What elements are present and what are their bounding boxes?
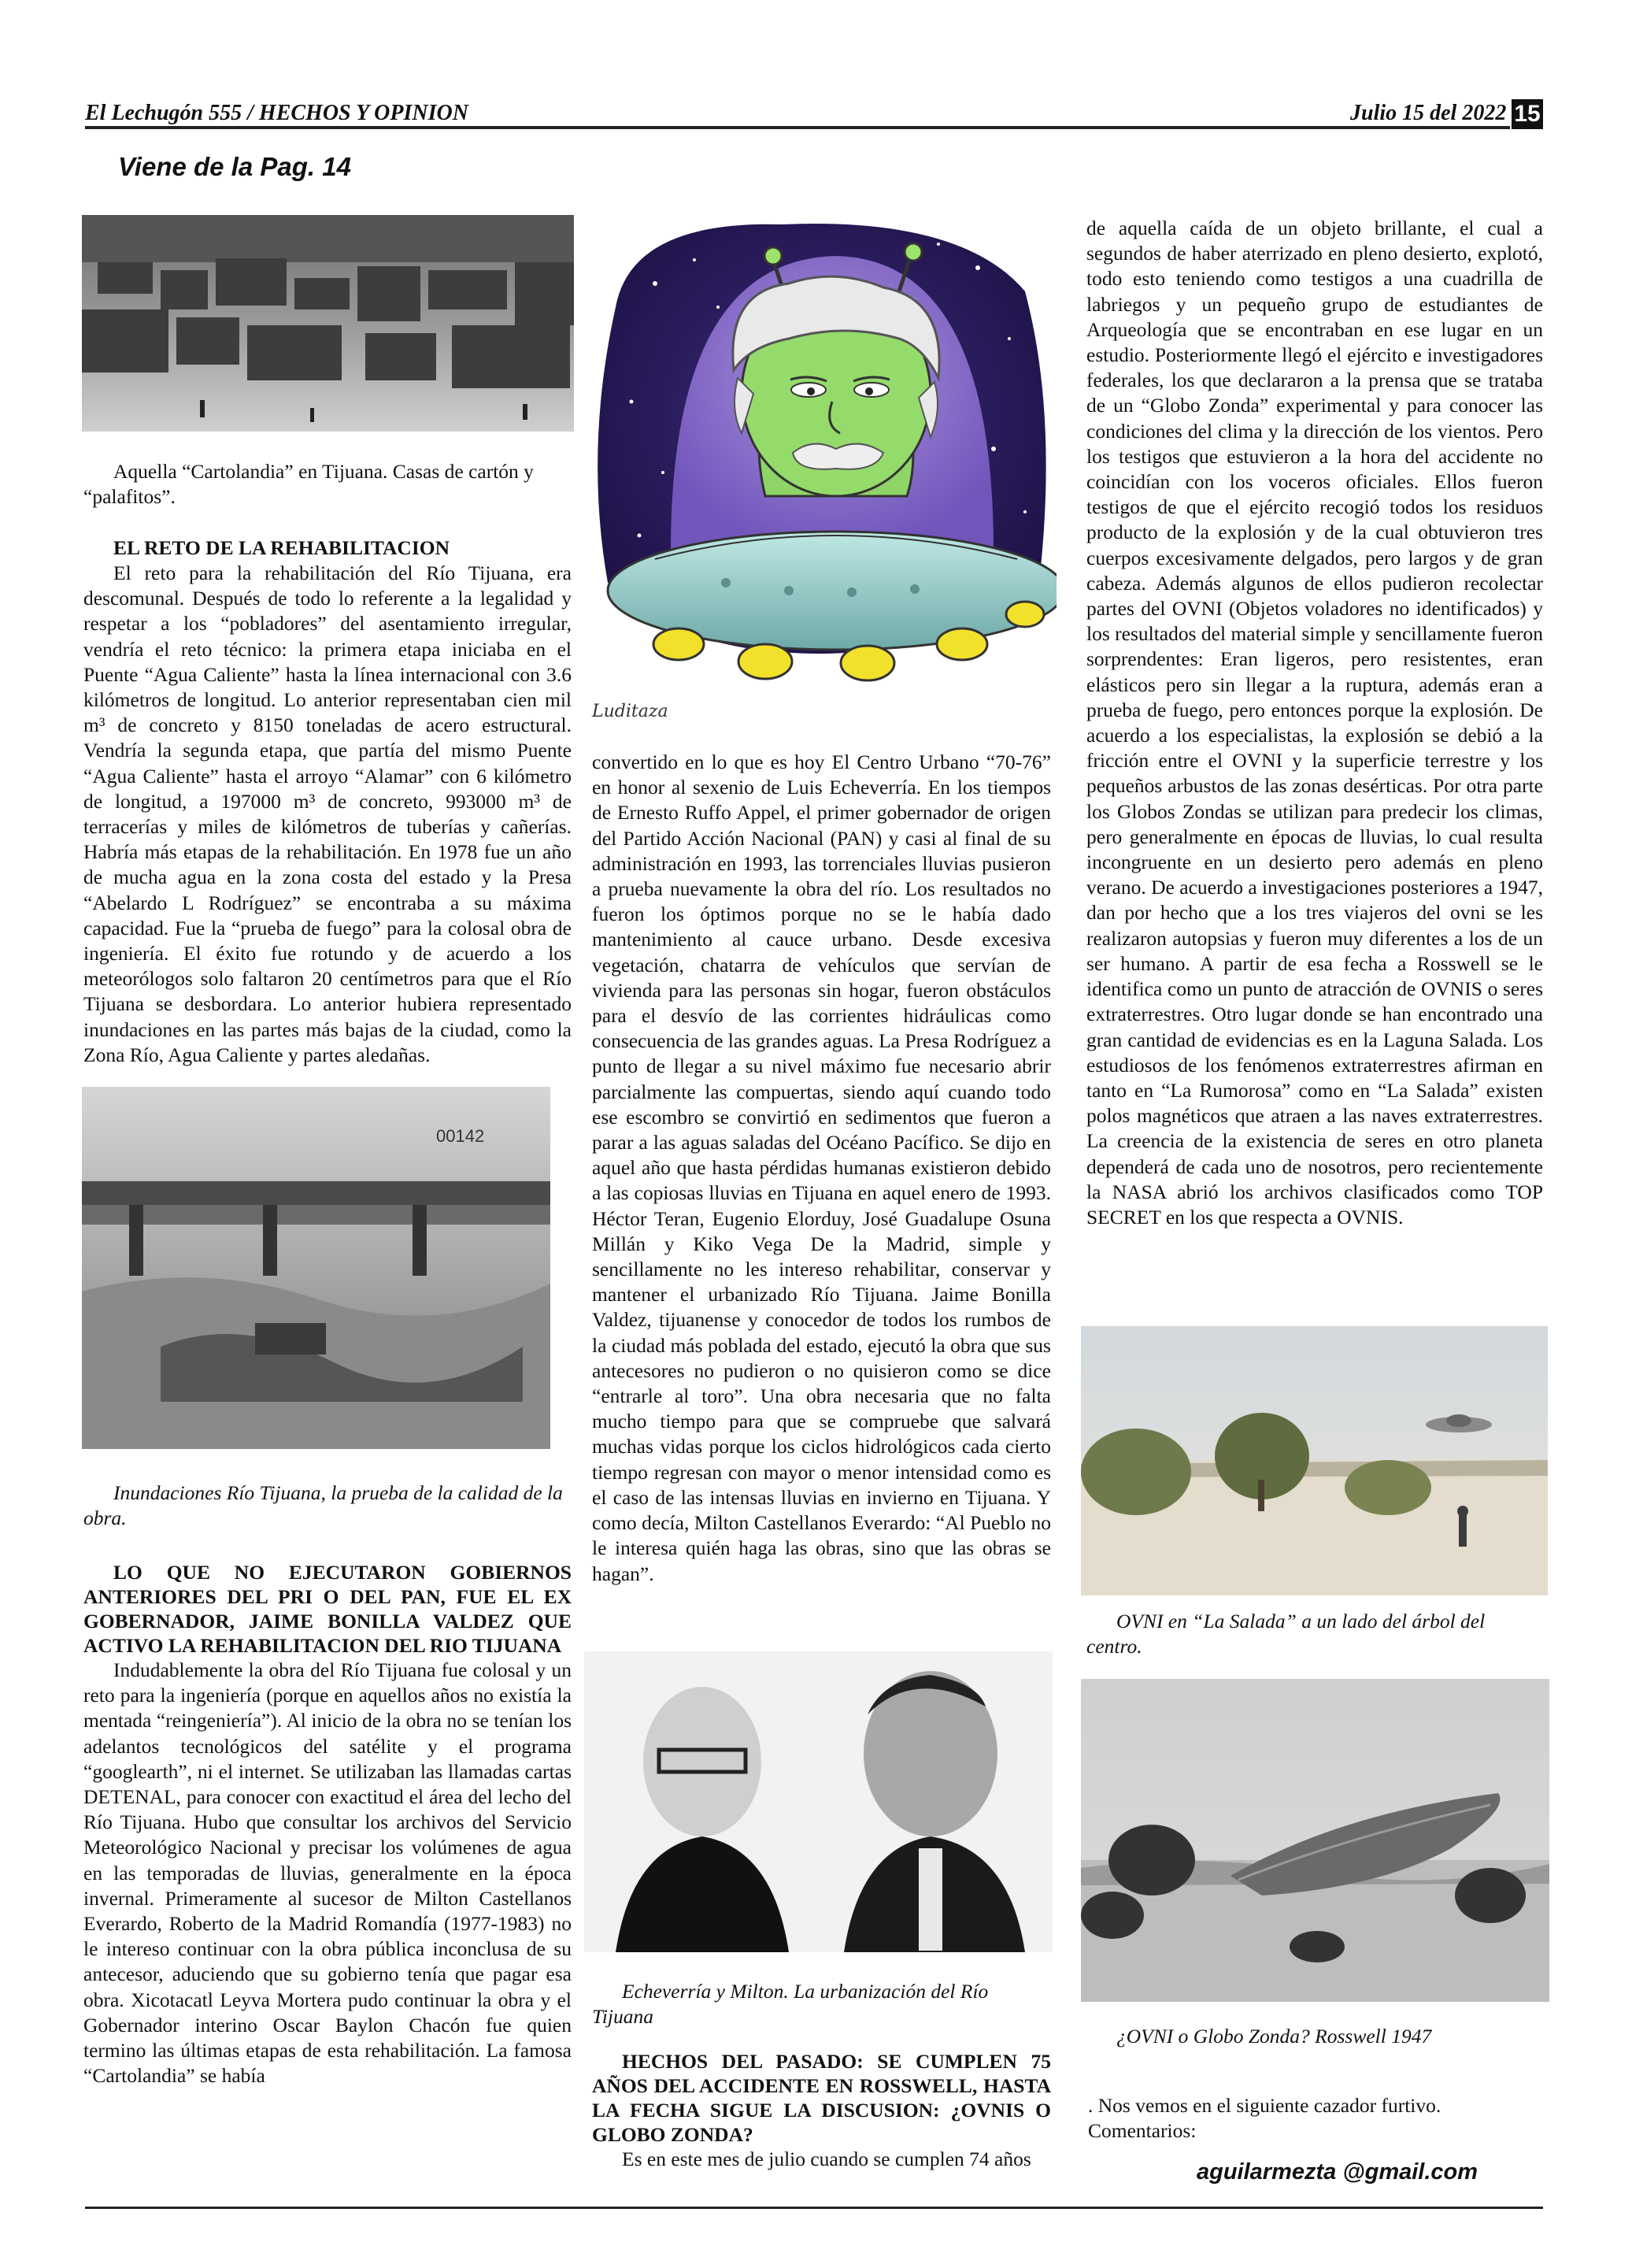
photo-flood bbox=[82, 1087, 550, 1449]
bridge-sign-number: 00142 bbox=[436, 1126, 485, 1146]
headline-rosswell: HECHOS DEL PASADO: SE CUMPLEN 75 AÑOS DEL ACCIDENTE EN ROSSWELL, HASTA LA FECHA SIGUE LA DISCUSION: ¿OVNIS O GLOBO ZONDA? bbox=[592, 2050, 1051, 2146]
column-1-top bbox=[83, 536, 572, 1068]
subhead-reto: EL RETO DE LA REHABILITACION bbox=[113, 536, 450, 559]
cartoon-alien-ufo bbox=[584, 213, 1057, 740]
column-2-top bbox=[592, 750, 1051, 1587]
paragraph-rosswell-cont: de aquella caída de un objeto brillante, el cual a segundos de haber aterrizado en pleno desierto, explotó, todo esto teniendo como testigos a una cuadrilla de labriegos y un pequeño grupo de estudiantes de Arqueología que se encontraban en ese lugar en un estudio. Posteriormente llegó el ejército e investigadores federales, los que declararon a la prensa que se trataba de un “Globo Zonda” experimental y para conocer las condiciones del clima y la dirección de los vientos. Pero los testigos que estuvieron a la hora del accidente no coincidían con los voceros oficiales. Ellos fueron testigos de que el ejército recogió todos los residuos producto de la explosión y de la cual obtuvieron tres cuerpos excesivamente delgados, pero largos y de gran cabeza. Además algunos de ellos pudieron recolectar partes del OVNI (Objetos voladores no identificados) y los resultados del material simple y sencillamente fueron sorprendentes: Eran ligeros, pero resistentes, eran elásticos pero sin llegar a la ruptura, además eran a prueba de fuego, pero entonces porque la explosión. De acuerdo a los especialistas, la explosión se debió a la fricción entre el OVNI y la superficie terrestre y los pequeños arbustos de las zonas desérticas. Por otra parte los Globos Zondas se utilizan para predecir los climas, pero generalmente en épocas de lluvias, lo cual resulta incongruente en un desierto pero además en pleno verano. De acuerdo a investigaciones posteriores a 1947, dan por hecho que a los tres viajeros del ovni se les realizaron autopsias y fueron muy diferentes a los de un ser humano. A partir de esa fecha a Rosswell se le identifica como un punto de atracción de OVNIS o seres extraterrestres. Otro lugar donde se han encontrado una gran cantidad de evidencias es en la Laguna Salada. Los estudiosos de los fenómenos extraterrestres afirman en tanto en “La Rumorosa” como en “La Salada” existen polos magnéticos que atraen a las naves extraterrestres. La creencia de la existencia de seres en otro planeta dependerá de cada uno de nosotros, pero recientemente la NASA abrió los archivos clasificados como TOP SECRET en los que respecta a OVNIS. bbox=[1086, 217, 1543, 1228]
column-3-bottom bbox=[1088, 2093, 1543, 2144]
footer-rule bbox=[85, 2207, 1543, 2209]
header-rule bbox=[85, 126, 1510, 129]
photo-cartolandia bbox=[82, 215, 574, 432]
header-publication: El Lechugón 555 / HECHOS Y OPINION bbox=[85, 101, 468, 125]
column-2-bottom bbox=[592, 2049, 1051, 2172]
header-date: Julio 15 del 2022 bbox=[1350, 101, 1507, 125]
page-number: 15 bbox=[1512, 99, 1543, 129]
closing-line: . Nos vemos en el siguiente cazador furtivo. bbox=[1088, 2094, 1441, 2117]
headline-bonilla: LO QUE NO EJECUTARON GOBIERNOS ANTERIORES DEL PRI O DEL PAN, FUE EL EX GOBERNADOR, JAIME BONILLA VALDEZ QUE ACTIVO LA REHABILITACION DEL RIO TIJUANA bbox=[83, 1561, 572, 1657]
comments-label: Comentarios: bbox=[1088, 2119, 1197, 2143]
photo-rosswell-1947 bbox=[1081, 1679, 1549, 2002]
continued-from: Viene de la Pag. 14 bbox=[118, 152, 351, 181]
cartoon-signature: Luditaza bbox=[592, 702, 668, 721]
paragraph-centro-urbano: convertido en lo que es hoy El Centro Urbano “70-76” en honor al sexenio de Luis Echeverría. En los tiempos de Ernesto Ruffo Appel, el primer gobernador de origen del Partido Acción Nacional (PAN) y casi al final de su administración en 1993, las torrenciales lluvias pusieron a prueba nuevamente la obra del río. Los resultados no fueron los óptimos porque no se le había dado mantenimiento al cauce urbano. Desde excesiva vegetación, chatarra de vehículos que servían de vivienda para las personas sin hogar, fueron obstáculos para el desvío de las corrientes hidráulicas como consecuencia de las grandes aguas. La Presa Rodríguez a punto de llegar a su nivel máximo fue necesario abrir parcialmente las compuertas, siendo aquí cuando todo ese escombro se convirtió en sedimentos que fueron a parar a las aguas saladas del Océano Pacífico. Se dijo en aquel año que hasta pérdidas humanas existieron debido a las copiosas lluvias en Tijuana en aquel enero de 1993. Héctor Teran, Eugenio Elorduy, José Guadalupe Osuna Millán y Kiko Vega De la Madrid, simple y sencillamente no les intereso rehabilitar, conservar y mantener el urbanizado Río Tijuana. Jaime Bonilla Valdez, tijuanense y conocedor de todos los rumbos de la ciudad más poblada del estado, ejecutó la obra que sus antecesores no pudieron o no quisieron como se dice “entrarle al toro”. Una obra necesaria que no falta mucho tiempo para que se compruebe que salvará muchas vidas porque los ciclos hidrológicos cada cierto tiempo regresan con mayor o menor intensidad como es el caso de las intensas lluvias en invierno en Tijuana. Y como decía, Milton Castellanos Everardo: “Al Pueblo no le interesa quién haga las obras, sino que las obras se hagan”. bbox=[592, 750, 1051, 1585]
column-3-top bbox=[1086, 216, 1543, 1230]
photo-echeverria-milton bbox=[584, 1651, 1053, 1952]
paragraph-rosswell-intro: Es en este mes de julio cuando se cumplen 74 años bbox=[622, 2148, 1031, 2170]
caption-rosswell-1947: ¿OVNI o Globo Zonda? Rosswell 1947 bbox=[1116, 2025, 1432, 2048]
caption-flood: Inundaciones Río Tijuana, la prueba de la calidad de la obra. bbox=[83, 1481, 563, 1529]
caption-cartolandia: Aquella “Cartolandia” en Tijuana. Casas de cartón y “palafitos”. bbox=[83, 460, 534, 508]
caption-la-salada: OVNI en “La Salada” a un lado del árbol del centro. bbox=[1086, 1610, 1486, 1658]
paragraph-reto: El reto para la rehabilitación del Río Tijuana, era descomunal. Después de todo lo referente a la legalidad y respetar a los “pobladores” del asentamiento irregular, vendría el reto técnico: la primera etapa iniciaba en el Puente “Agua Caliente” hasta la línea internacional con 3.6 kilómetros de longitud. Lo anterior representaban cien mil m³ de concreto y 8150 toneladas de acero estructural. Vendría la segunda etapa, que partía del mismo Puente “Agua Caliente” hasta el arroyo “Alamar” con 6 kilómetro de longitud, a 197000 m³ de concreto, 993000 m³ de terracerías y miles de kilómetros de tuberías y cañerías. Habría más etapas de la rehabilitación. En 1978 fue un año de mucha agua en la zona costa del estado y la Presa “Abelardo L Rodríguez” se encontraba a su máxima capacidad. Fue la “prueba de fuego” para la colosal obra de ingeniería. El éxito fue rotundo y de acuerdo a los meteorólogos solo faltaron 20 centímetros para que el Río Tijuana se desbordara. Lo anterior hubiera representado inundaciones en las partes más bajas de la ciudad, como la Zona Río, Agua Caliente y partes aledañas. bbox=[83, 561, 572, 1066]
caption-echeverria-milton: Echeverría y Milton. La urbanización del Río Tijuana bbox=[592, 1980, 989, 2028]
paragraph-bonilla: Indudablemente la obra del Río Tijuana fue colosal y un reto para la ingeniería (porque en aquellos años no existía la mentada “reingeniería”). Al inicio de la obra no se tenían los adelantos tecnológicos del satélite y el programa “googlearth”, ni el internet. Se utilizaban las llamadas cartas DETENAL, para conocer con exactitud el área del lecho del Río Tijuana. Hubo que consultar los archivos del Servicio Meteorológico Nacional y precisar los volúmenes de agua en las temporadas de lluvias, generalmente en la época invernal. Primeramente al sucesor de Milton Castellanos Everardo, Roberto de la Madrid Romandía (1977-1983) no le intereso continuar con la obra pública inconclusa de su antecesor, aduciendo que su gobierno tenía que pagar esa obra. Xicotacatl Leyva Mortera pudo continuar la obra y el Gobernador interino Oscar Baylon Chacón fue quien termino las últimas etapas de esta rehabilitación. La famosa “Cartolandia” se había bbox=[83, 1658, 572, 2088]
column-1-bottom bbox=[83, 1560, 572, 2088]
photo-la-salada bbox=[1081, 1326, 1548, 1595]
author-email[interactable]: aguilarmezta @gmail.com bbox=[1197, 2159, 1478, 2185]
